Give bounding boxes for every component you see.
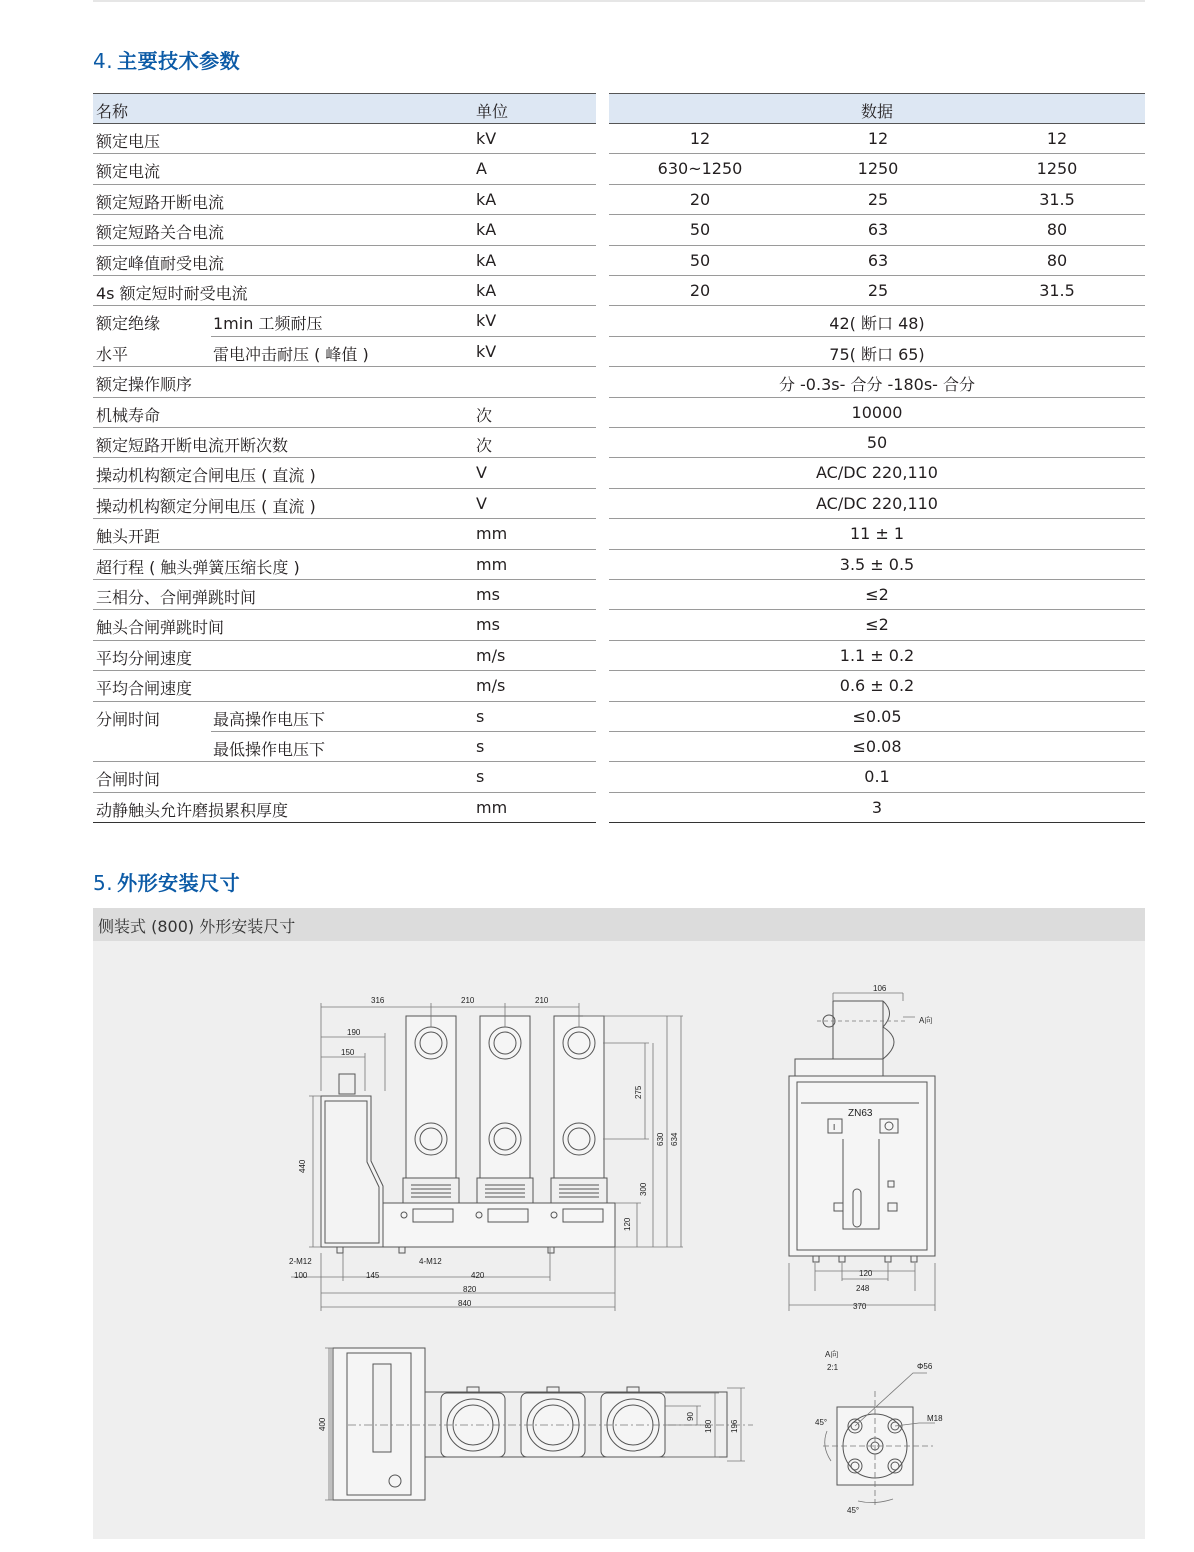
row-data-cells <box>609 337 1145 367</box>
row-data-cells <box>609 276 1145 306</box>
param-value: 1250 <box>1036 159 1078 179</box>
value-cell <box>798 190 958 209</box>
label-m18: M18 <box>927 1414 943 1423</box>
row-data-cells <box>609 458 1145 488</box>
param-name: 平均分闸速度 <box>96 648 193 668</box>
top-divider <box>93 0 1145 2</box>
side-view <box>789 993 935 1311</box>
row-left-cells <box>93 641 596 671</box>
value-cell <box>798 251 958 270</box>
row-data-cells <box>609 550 1145 580</box>
param-name: 触头合闸弹跳时间 <box>96 618 225 638</box>
value-cell <box>609 524 1145 543</box>
row-left-cells <box>93 762 596 792</box>
row-left-cells <box>93 154 596 184</box>
param-value: 1250 <box>857 159 899 179</box>
table-row <box>93 550 1145 580</box>
param-unit: 次 <box>476 405 493 425</box>
value-cell <box>977 190 1137 209</box>
param-value: 31.5 <box>1039 281 1075 300</box>
param-name: 三相分、合闸弹跳时间 <box>96 588 257 607</box>
param-name: 合闸时间 <box>96 770 161 790</box>
model-label: ZN63 <box>848 1108 873 1119</box>
param-value: ≤0.05 <box>852 706 902 726</box>
param-value: ≤0.08 <box>852 737 902 756</box>
param-value: 63 <box>867 220 889 240</box>
detail-title: A向 <box>825 1350 839 1359</box>
label-2-m12: 2-M12 <box>289 1257 312 1266</box>
param-name: 操动机构额定合闸电压 ( 直流 ) <box>96 466 316 486</box>
param-value: 42( 断口 48) <box>829 314 925 334</box>
table-row <box>93 154 1145 184</box>
row-data-cells <box>609 185 1145 215</box>
param-unit: kV <box>476 341 497 361</box>
row-data-cells <box>609 610 1145 640</box>
param-value: 20 <box>689 189 711 209</box>
param-value: 10000 <box>851 402 903 422</box>
param-name: 额定电压 <box>96 132 161 151</box>
dim-420: 420 <box>471 1271 485 1280</box>
section-label: 主要技术参数 <box>117 49 241 73</box>
param-value: 50 <box>866 433 888 452</box>
table-row <box>93 793 1145 823</box>
param-subname: 雷电冲击耐压 ( 峰值 ) <box>213 344 369 364</box>
value-cell <box>798 220 958 239</box>
value-cell <box>620 190 780 209</box>
value-cell <box>609 403 1145 422</box>
top-pole-1 <box>441 1387 505 1457</box>
param-unit: ms <box>476 585 500 604</box>
drawing-caption: 侧装式 (800) 外形安装尺寸 <box>98 917 296 936</box>
header-data: 数据 <box>860 102 893 121</box>
param-name: 分闸时间 <box>96 709 161 729</box>
row-data-cells <box>609 762 1145 792</box>
row-data-cells <box>609 671 1145 701</box>
row-left-cells <box>93 398 596 428</box>
table-row <box>93 580 1145 610</box>
param-unit: V <box>476 463 487 483</box>
value-cell <box>977 159 1137 178</box>
top-pole-3 <box>601 1387 665 1457</box>
section-number: 4. <box>93 49 114 73</box>
param-value: ≤2 <box>865 615 889 635</box>
param-value: AC/DC 220,110 <box>816 463 938 483</box>
dim-210-a: 210 <box>461 996 475 1005</box>
table-row <box>93 337 1145 367</box>
row-left-cells <box>93 732 596 762</box>
param-unit: m/s <box>476 645 506 665</box>
row-left-cells <box>93 489 596 519</box>
row-data-cells <box>609 793 1145 823</box>
value-cell <box>609 585 1145 604</box>
param-name: 额定操作顺序 <box>96 375 193 395</box>
dim-90: 90 <box>686 1412 695 1421</box>
row-left-cells <box>93 580 596 610</box>
param-value: 80 <box>1046 250 1068 270</box>
table-row <box>93 246 1145 276</box>
param-unit: m/s <box>476 676 506 696</box>
row-left-cells <box>93 702 596 732</box>
row-left-cells <box>93 367 596 397</box>
param-value: 50 <box>689 220 711 240</box>
dim-275: 275 <box>634 1085 643 1099</box>
param-name: 额定短路关合电流 <box>96 223 225 243</box>
table-header-left <box>93 93 596 124</box>
param-value: 3.5 ± 0.5 <box>839 554 915 574</box>
table-row <box>93 276 1145 306</box>
dim-196: 196 <box>730 1419 739 1433</box>
row-left-cells <box>93 610 596 640</box>
param-unit: V <box>476 493 487 513</box>
value-cell <box>620 159 780 178</box>
param-value: 12 <box>867 129 889 148</box>
row-data-cells <box>609 702 1145 732</box>
value-cell <box>609 676 1145 695</box>
param-unit: kA <box>476 220 497 240</box>
header-name: 名称 <box>96 102 129 121</box>
param-name: 额定绝缘 <box>96 314 161 334</box>
param-unit: ms <box>476 615 500 635</box>
switch-on-label: I <box>833 1123 836 1132</box>
row-data-cells <box>609 124 1145 154</box>
row-data-cells <box>609 489 1145 519</box>
row-left-cells <box>93 671 596 701</box>
value-cell <box>977 220 1137 239</box>
table-row <box>93 185 1145 215</box>
angle-45-left: 45° <box>815 1418 828 1427</box>
dim-side-120: 120 <box>859 1269 873 1278</box>
pole-2 <box>477 1016 533 1203</box>
param-name: 额定短路开断电流 <box>96 192 225 212</box>
param-value: 20 <box>689 281 711 300</box>
dim-145: 145 <box>366 1271 380 1280</box>
detail-a-view <box>823 1373 935 1505</box>
pole-3 <box>551 1016 607 1203</box>
param-value: 75( 断口 65) <box>829 344 925 364</box>
row-data-cells <box>609 367 1145 397</box>
dim-150: 150 <box>341 1048 355 1057</box>
dim-248: 248 <box>856 1284 870 1293</box>
row-left-cells <box>93 519 596 549</box>
row-data-cells <box>609 580 1145 610</box>
value-cell <box>609 798 1145 817</box>
installation-drawing <box>93 941 1145 1539</box>
dim-440: 440 <box>298 1159 307 1173</box>
label-direction-a: A向 <box>919 1016 933 1025</box>
drawing-panel <box>93 908 1145 1539</box>
row-data-cells <box>609 306 1145 336</box>
param-value: ≤2 <box>865 585 889 604</box>
param-name: 4s 额定短时耐受电流 <box>96 284 248 303</box>
row-data-cells <box>609 732 1145 762</box>
section-number: 5. <box>93 871 114 895</box>
row-left-cells <box>93 246 596 276</box>
value-cell <box>609 311 1145 334</box>
value-cell <box>609 342 1145 365</box>
dim-190: 190 <box>347 1028 361 1037</box>
label-4-m12: 4-M12 <box>419 1257 442 1266</box>
param-name: 触头开距 <box>96 527 161 547</box>
param-name: 机械寿命 <box>96 405 161 425</box>
value-cell <box>609 767 1145 786</box>
dim-300: 300 <box>639 1182 648 1196</box>
dim-370: 370 <box>853 1302 867 1311</box>
param-name: 水平 <box>96 344 129 364</box>
param-value: 630~1250 <box>657 159 743 179</box>
table-row <box>93 215 1145 245</box>
param-subname: 1min 工频耐压 <box>213 314 323 334</box>
param-value: 0.6 ± 0.2 <box>839 676 915 696</box>
value-cell <box>620 281 780 300</box>
param-name: 额定峰值耐受电流 <box>96 253 225 273</box>
row-data-cells <box>609 641 1145 671</box>
param-value: 25 <box>867 281 889 300</box>
param-unit: mm <box>476 797 508 817</box>
top-pole-2 <box>521 1387 585 1457</box>
dim-100: 100 <box>294 1271 308 1280</box>
value-cell <box>609 463 1145 482</box>
table-row <box>93 610 1145 640</box>
dim-106: 106 <box>873 984 887 993</box>
row-data-cells <box>609 215 1145 245</box>
value-cell <box>609 615 1145 634</box>
param-unit: mm <box>476 524 508 544</box>
dim-820: 820 <box>463 1285 477 1294</box>
angle-45-bottom: 45° <box>847 1506 860 1515</box>
dim-630: 630 <box>656 1132 665 1146</box>
param-value: 11 ± 1 <box>849 524 905 544</box>
dim-120: 120 <box>623 1217 632 1231</box>
param-name: 操动机构额定分闸电压 ( 直流 ) <box>96 496 316 516</box>
row-data-cells <box>609 398 1145 428</box>
param-name: 平均合闸速度 <box>96 679 193 699</box>
row-data-cells <box>609 246 1145 276</box>
row-left-cells <box>93 550 596 580</box>
section-label: 外形安装尺寸 <box>117 871 241 895</box>
value-cell <box>620 251 780 270</box>
table-row <box>93 519 1145 549</box>
param-value: 63 <box>867 250 889 270</box>
table-row <box>93 398 1145 428</box>
dim-316: 316 <box>371 996 385 1005</box>
value-cell <box>609 707 1145 726</box>
value-cell <box>620 220 780 239</box>
param-unit: kV <box>476 311 497 331</box>
dim-210-b: 210 <box>535 996 549 1005</box>
row-left-cells <box>93 337 596 367</box>
value-cell <box>977 129 1137 148</box>
value-cell <box>798 129 958 148</box>
param-value: 1.1 ± 0.2 <box>839 645 915 665</box>
param-unit: mm <box>476 554 508 574</box>
value-cell <box>620 129 780 148</box>
table-row <box>93 702 1145 732</box>
table-row <box>93 489 1145 519</box>
value-cell <box>977 281 1137 300</box>
dim-840: 840 <box>458 1299 472 1308</box>
pole-1 <box>403 1016 459 1203</box>
row-left-cells <box>93 458 596 488</box>
value-cell <box>609 433 1145 452</box>
value-cell <box>609 494 1145 513</box>
param-name: 超行程 ( 触头弹簧压缩长度 ) <box>96 557 300 577</box>
top-view <box>325 1348 753 1500</box>
table-header-right <box>609 93 1145 124</box>
row-left-cells <box>93 276 596 306</box>
param-unit: kV <box>476 129 497 148</box>
header-unit: 单位 <box>476 102 509 121</box>
table-row <box>93 458 1145 488</box>
param-value: 25 <box>867 189 889 209</box>
param-unit: s <box>476 706 485 726</box>
value-cell <box>977 251 1137 270</box>
param-value: 50 <box>689 250 711 270</box>
table-row <box>93 306 1145 336</box>
table-row <box>93 367 1145 397</box>
param-value: 80 <box>1046 220 1068 240</box>
param-subname: 最高操作电压下 <box>213 709 326 729</box>
detail-scale: 2:1 <box>827 1363 839 1372</box>
param-value: 3 <box>871 797 883 817</box>
table-row <box>93 124 1145 154</box>
row-left-cells <box>93 215 596 245</box>
row-left-cells <box>93 185 596 215</box>
param-subname: 最低操作电压下 <box>213 740 326 759</box>
dim-phi56: Φ56 <box>917 1362 933 1371</box>
param-value: 12 <box>1046 129 1068 148</box>
param-value: 12 <box>689 129 711 148</box>
row-data-cells <box>609 428 1145 458</box>
row-left-cells <box>93 124 596 154</box>
param-unit: kA <box>476 250 497 270</box>
row-left-cells <box>93 428 596 458</box>
value-cell <box>798 281 958 300</box>
row-data-cells <box>609 154 1145 184</box>
table-row <box>93 762 1145 792</box>
param-value: AC/DC 220,110 <box>816 493 938 513</box>
dim-400: 400 <box>318 1417 327 1431</box>
table-row <box>93 428 1145 458</box>
value-cell <box>609 555 1145 574</box>
table-row <box>93 641 1145 671</box>
value-cell <box>609 737 1145 756</box>
drawing-caption-bar <box>93 908 1145 941</box>
row-data-cells <box>609 519 1145 549</box>
param-name: 动静触头允许磨损累积厚度 <box>96 800 289 820</box>
param-name: 额定电流 <box>96 162 161 182</box>
param-unit: A <box>476 159 487 179</box>
row-left-cells <box>93 306 596 336</box>
section-title-params <box>93 45 240 74</box>
dim-634: 634 <box>670 1132 679 1146</box>
value-cell <box>609 372 1145 395</box>
param-unit: s <box>476 737 485 756</box>
param-unit: 次 <box>476 436 493 455</box>
table-row <box>93 671 1145 701</box>
param-name: 额定短路开断电流开断次数 <box>96 436 289 455</box>
param-value: 31.5 <box>1039 189 1075 209</box>
param-value: 0.1 <box>864 767 890 787</box>
param-unit: kA <box>476 281 497 300</box>
param-unit: kA <box>476 189 497 209</box>
value-cell <box>609 646 1145 665</box>
section-title-dimensions <box>93 867 240 896</box>
dim-180: 180 <box>704 1419 713 1433</box>
param-unit: s <box>476 767 485 787</box>
row-left-cells <box>93 793 596 823</box>
value-cell <box>798 159 958 178</box>
param-value: 分 -0.3s- 合分 -180s- 合分 <box>778 375 976 395</box>
table-row <box>93 732 1145 762</box>
